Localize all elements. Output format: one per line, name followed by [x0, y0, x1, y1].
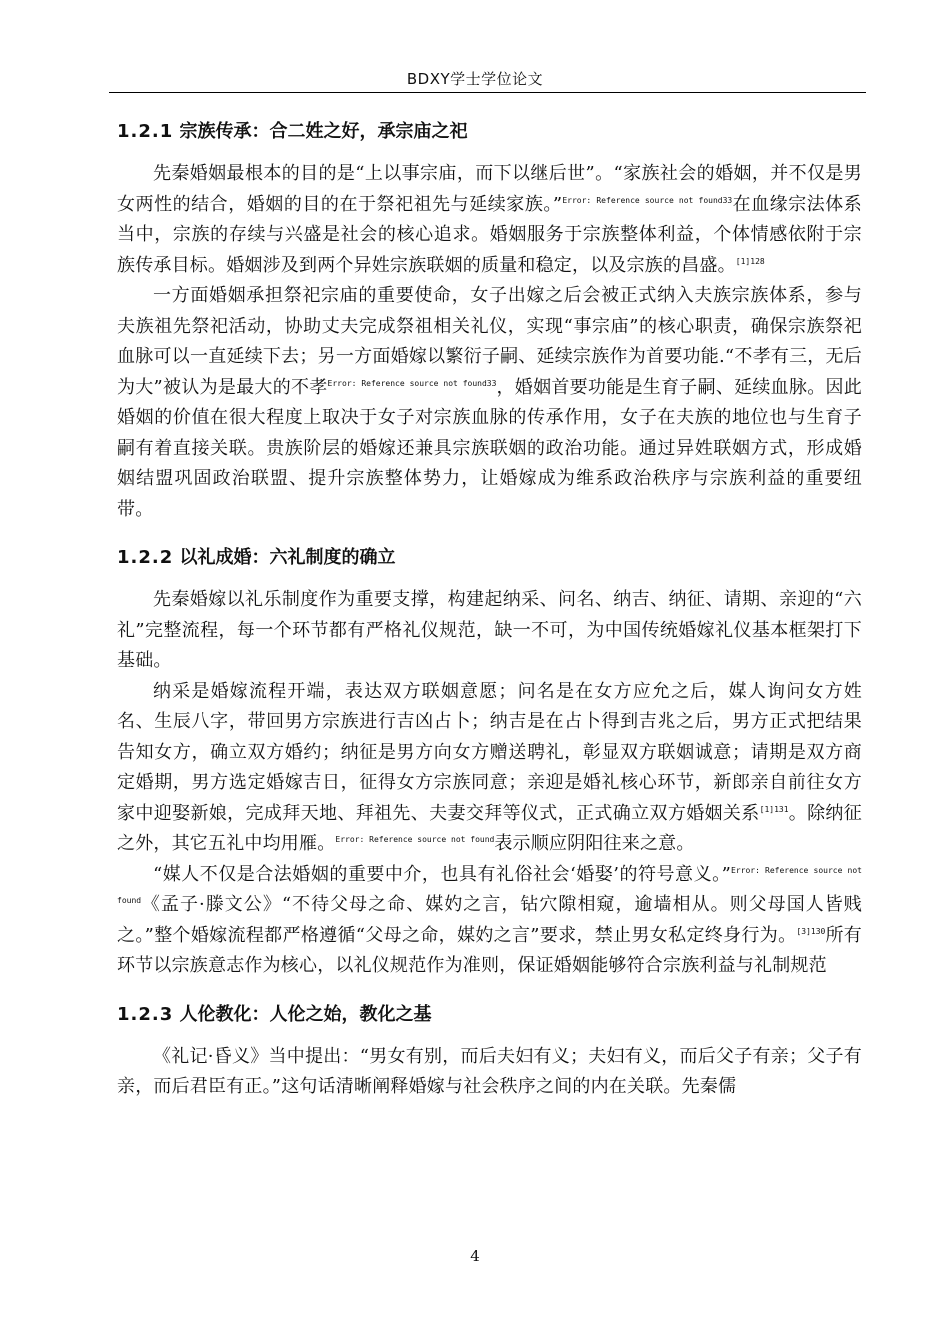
citation-superscript: Error: Reference source not found33	[562, 195, 733, 205]
body-paragraph	[117, 1042, 862, 1103]
section-number: 1.2.2	[117, 547, 174, 568]
section-title: 人伦教化：人伦之始，教化之基	[179, 1003, 432, 1025]
section-number: 1.2.3	[117, 1003, 174, 1025]
paragraph-text: 表示顺应阴阳往来之意。	[494, 833, 695, 854]
body-paragraph	[117, 585, 862, 677]
citation-superscript: Error: Reference source not found	[335, 835, 495, 844]
citation-superscript: [3]130	[796, 926, 826, 936]
running-header: BDXY学士学位论文	[406, 70, 544, 88]
body-paragraph	[117, 159, 862, 281]
body-paragraph	[117, 281, 862, 525]
body-paragraph	[117, 677, 862, 860]
paragraph-text: ，婚姻首要功能是生育子嗣、延续血脉。因此婚姻的价值在很大程度上取决于女子对宗族血脉的传承作用，女子在夫族的地位也与生育子嗣有着直接关联。贵族阶层的婚嫁还兼具宗族联姻的政治功能。通过异姓联姻方式，形成婚姻结盟巩固政治联盟、提升宗族整体势力，让婚嫁成为维系政治秩序与宗族利益的重要纽带。	[117, 376, 862, 520]
paragraph-text: 一方面婚姻承担祭祀宗庙的重要使命，女子出嫁之后会被正式纳入夫族宗族体系，参与夫族祖先祭祀活动，协助丈夫完成祭祖相关礼仪，实现“事宗庙”的核心职责，确保宗族祭祀血脉可以一直延续下去；另一方面婚嫁以繁衍子嗣、延续宗族作为首要功能.“不孝有三，无后为大”被认为是最大的不孝	[117, 285, 862, 398]
header-rule	[109, 92, 866, 93]
paragraph-text: 在血缘宗法体系当中，宗族的存续与兴盛是社会的核心追求。婚姻服务于宗族整体利益，个体情感依附于宗族传承目标。婚姻涉及到两个异姓宗族联姻的质量和稳定，以及宗族的昌盛。	[117, 193, 863, 276]
citation-superscript: Error: Reference source not found33	[327, 378, 497, 388]
section-title: 以礼成婚：六礼制度的确立	[179, 547, 396, 568]
section-number: 1.2.1	[117, 121, 174, 142]
citation-superscript: [1]131	[759, 804, 789, 814]
page-number: 4	[470, 1247, 480, 1265]
citation-superscript: Error: Reference source not found	[117, 865, 862, 905]
section-heading	[117, 1000, 862, 1030]
heading-gap	[117, 1030, 862, 1042]
citation-superscript: [1]128	[735, 256, 765, 266]
paragraph-text: 先秦婚姻最根本的目的是“上以事宗庙，而下以继后世”。“家族社会的婚姻，并不仅是男女两性的结合，婚姻的目的在于祭祀祖先与延续家族。”	[117, 163, 862, 215]
paragraph-text: 《礼记·昏义》当中提出：“男女有别，而后夫妇有义；夫妇有义，而后父子有亲；父子有亲，而后君臣有正。”这句话清晰阐释婚嫁与社会秩序之间的内在关联。先秦儒	[117, 1045, 862, 1097]
heading-gap	[117, 147, 862, 159]
section-heading	[117, 117, 862, 147]
paragraph-text: “媒人不仅是合法婚姻的重要中介，也具有礼俗社会‘婚娶’的符号意义。”	[153, 863, 731, 885]
paragraph-text: 先秦婚嫁以礼乐制度作为重要支撑，构建起纳采、问名、纳吉、纳征、请期、亲迎的“六礼”完整流程，每一个环节都有严格礼仪规范，缺一不可，为中国传统婚嫁礼仪基本框架打下基础。	[117, 589, 862, 671]
section-gap	[117, 525, 862, 543]
paragraph-text: 《孟子·滕文公》“不待父母之命、媒妁之言，钻穴隙相窥，逾墙相从。则父母国人皆贱之。”整个婚嫁流程都严格遵循“父母之命，媒妁之言”要求，禁止男女私定终身行为。	[117, 894, 862, 946]
section-title: 宗族传承：合二姓之好，承宗庙之祀	[179, 121, 468, 142]
body-paragraph	[117, 860, 862, 982]
section-gap	[117, 982, 862, 1000]
paragraph-text: 纳采是婚嫁流程开端，表达双方联姻意愿；问名是在女方应允之后，媒人询问女方姓名、生辰八字，带回男方宗族进行吉凶占卜；纳吉是在占卜得到吉兆之后，男方正式把结果告知女方，确立双方婚约；纳征是男方向女方赠送聘礼，彰显双方联姻诚意；请期是双方商定婚期，男方选定婚嫁吉日，征得女方宗族同意；亲迎是婚礼核心环节，新郎亲自前往女方家中迎娶新娘，完成拜天地、拜祖先、夫妻交拜等仪式，正式确立双方婚姻关系	[117, 680, 862, 824]
document-body	[117, 117, 862, 1103]
paragraph-text: 所有环节以宗族意志作为核心，以礼仪规范作为准则，保证婚姻能够符合宗族利益与礼制规范	[117, 924, 863, 976]
paragraph-text: 。除纳征之外，其它五礼中均用雁。	[117, 802, 862, 854]
section-heading	[117, 543, 862, 573]
heading-gap	[117, 573, 862, 585]
